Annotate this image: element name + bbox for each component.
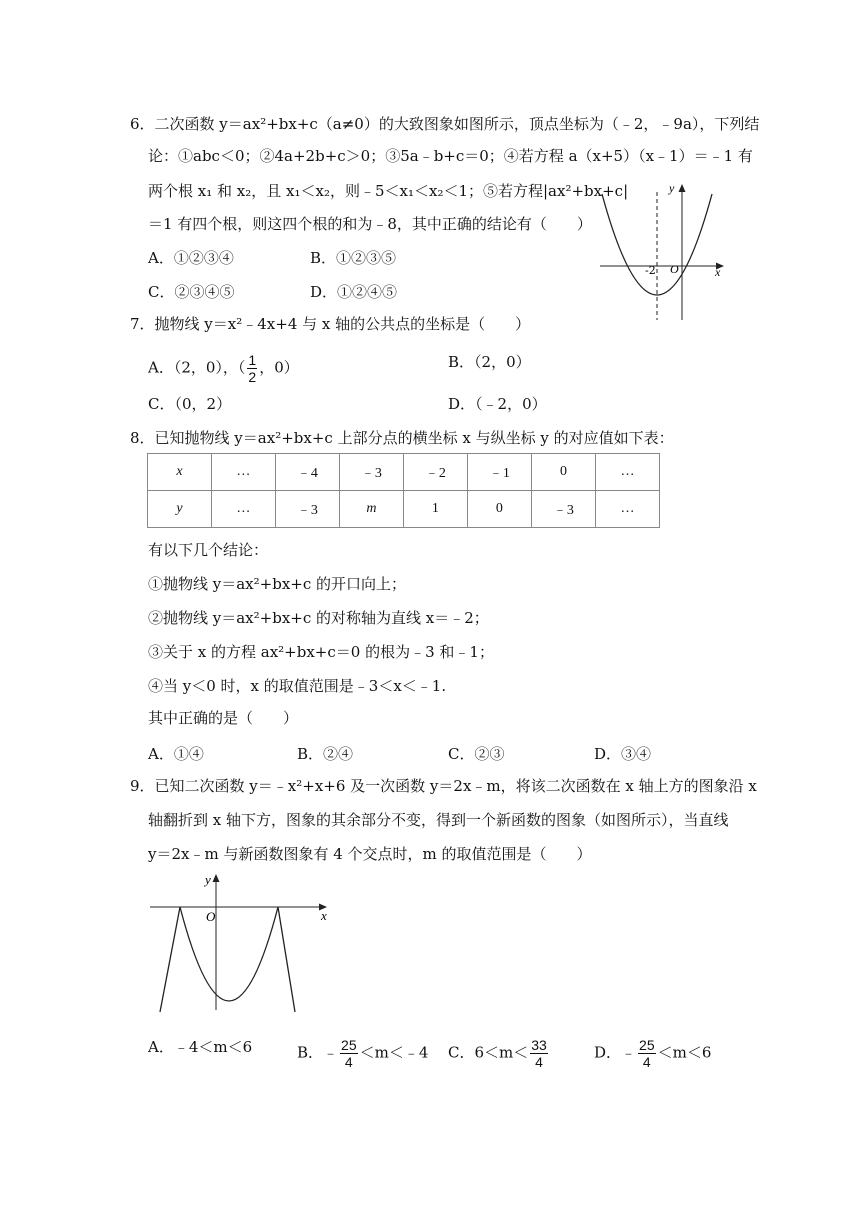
q9-c-frac-num: 33 xyxy=(531,1037,547,1053)
table-cell: … xyxy=(595,491,659,528)
table-cell: m xyxy=(339,491,403,528)
q6-option-c: C．②③④⑤ xyxy=(148,283,235,301)
q9-line-1: 9．已知二次函数 y＝﹣x²+x+6 及一次函数 y＝2x﹣m，将该二次函数在 x 轴上方的图象沿 x xyxy=(130,777,757,795)
q9-d-frac-num: 25 xyxy=(639,1037,655,1053)
q6-graph-tick: -2 xyxy=(645,264,656,277)
q9-option-b: B．﹣ $\frac{25}{4}$ ＜m＜﹣4 xyxy=(297,1037,429,1070)
q7-frac-den: 2 xyxy=(248,369,257,385)
table-cell: x xyxy=(148,454,212,491)
q6-graph-y-label: y xyxy=(669,181,675,195)
q9-folded-parabola-graph xyxy=(145,870,335,1020)
q8-option-b: B．②④ xyxy=(297,745,354,763)
q6-option-d: D．①②④⑤ xyxy=(310,283,398,301)
q8-conclusion-2: ②抛物线 y＝ax²+bx+c 的对称轴为直线 x＝﹣2； xyxy=(148,609,489,627)
q9-option-a: A．﹣4＜m＜6 xyxy=(148,1038,253,1056)
q8-conclusion-1: ①抛物线 y＝ax²+bx+c 的开口向上； xyxy=(148,575,407,593)
q8-question: 其中正确的是（ ） xyxy=(148,709,299,727)
q7-stem: 7．抛物线 y＝x²﹣4x+4 与 x 轴的公共点的坐标是（ ） xyxy=(130,315,531,333)
q8-value-table xyxy=(147,453,660,528)
q6-option-a: A．①②③④ xyxy=(148,249,234,267)
q8-stem: 8．已知抛物线 y＝ax²+bx+c 上部分点的横坐标 x 与纵坐标 y 的对应值如下表： xyxy=(130,429,674,447)
table-cell: ﹣1 xyxy=(467,454,531,491)
q6-line-2: 论：①abc＜0；②4a+2b+c＞0；③5a﹣b+c＝0；④若方程 a（x+5）（x﹣1）＝﹣1 有 xyxy=(148,147,753,165)
q6-parabola-graph xyxy=(595,180,730,338)
table-row xyxy=(148,491,660,528)
q7-option-c: C．（0，2） xyxy=(148,395,232,413)
q9-line-3: y＝2x﹣m 与新函数图象有 4 个交点时，m 的取值范围是（ ） xyxy=(148,845,592,863)
q6-graph-x-label: x xyxy=(715,265,721,279)
table-row xyxy=(148,454,660,491)
q7-option-b: B．（2，0） xyxy=(448,353,531,371)
q9-option-c: C．6＜m＜ $\frac{33}{4}$ xyxy=(448,1037,547,1070)
table-cell: ﹣3 xyxy=(339,454,403,491)
q8-option-d: D．③④ xyxy=(594,745,652,763)
q8-option-a: A．①④ xyxy=(148,745,204,763)
table-cell: ﹣4 xyxy=(275,454,339,491)
q9-c-frac-den: 4 xyxy=(535,1054,543,1070)
q9-d-frac-den: 4 xyxy=(642,1054,651,1070)
table-cell: ﹣2 xyxy=(403,454,467,491)
q9-b-frac-den: 4 xyxy=(344,1054,353,1070)
q7-option-a: A．（2，0），（ $\frac{1}{2}$ ，0） xyxy=(148,352,299,385)
q6-line-1: 6．二次函数 y＝ax²+bx+c（a≠0）的大致图象如图所示，顶点坐标为（﹣2，﹣9a），下列结 xyxy=(130,115,760,133)
table-cell: 0 xyxy=(531,454,595,491)
q8-intro: 有以下几个结论： xyxy=(148,541,269,559)
table-cell: 1 xyxy=(403,491,467,528)
q9-line-2: 轴翻折到 x 轴下方，图象的其余部分不变，得到一个新函数的图象（如图所示），当直线 xyxy=(148,811,729,829)
q9-b-frac-num: 25 xyxy=(341,1037,357,1053)
table-cell: … xyxy=(595,454,659,491)
q9-graph-origin: O xyxy=(206,909,216,924)
q8-option-c: C．②③ xyxy=(448,745,505,763)
table-cell: ﹣3 xyxy=(275,491,339,528)
q6-line-3: 两个根 x₁ 和 x₂，且 x₁＜x₂，则﹣5＜x₁＜x₂＜1；⑤若方程|ax²+bx+c| xyxy=(148,182,629,200)
q7-option-d: D．（﹣2，0） xyxy=(448,395,547,413)
q8-conclusion-3: ③关于 x 的方程 ax²+bx+c＝0 的根为﹣3 和﹣1； xyxy=(148,643,494,661)
q7-frac-num: 1 xyxy=(248,352,257,368)
q8-conclusion-4: ④当 y＜0 时，x 的取值范围是﹣3＜x＜﹣1. xyxy=(148,677,447,695)
q9-graph-x-label: x xyxy=(321,908,327,923)
q9-graph-y-label: y xyxy=(205,872,211,887)
q6-option-b: B．①②③⑤ xyxy=(310,249,397,267)
table-cell: y xyxy=(148,491,212,528)
table-cell: 0 xyxy=(467,491,531,528)
q9-option-d: D．﹣ $\frac{25}{4}$ ＜m＜6 xyxy=(594,1037,712,1070)
q6-graph-origin: O xyxy=(670,262,679,276)
q6-line-4: ＝1 有四个根，则这四个根的和为﹣8，其中正确的结论有（ ） xyxy=(148,215,592,233)
table-cell: … xyxy=(211,454,275,491)
table-cell: … xyxy=(211,491,275,528)
table-cell: ﹣3 xyxy=(531,491,595,528)
